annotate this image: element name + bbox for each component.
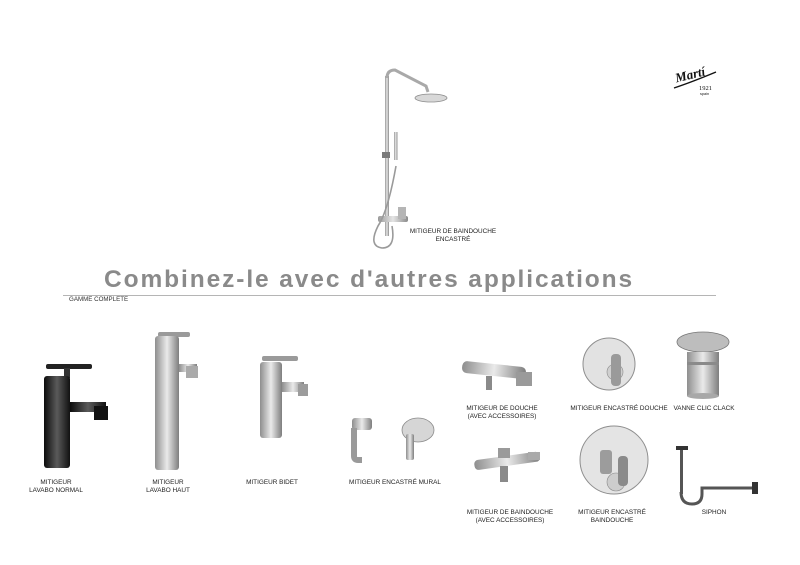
logo-swoosh [672, 63, 720, 100]
product-image-basin-mixer-high [148, 330, 218, 472]
product-caption-bidet-mixer [234, 479, 310, 487]
brand-name: Martí [673, 63, 707, 86]
product-caption-wall-mixer [340, 479, 450, 487]
page-heading: Combinez-le avec d'autres applications [104, 266, 635, 293]
caption-line: VANNE CLIC CLACK [673, 405, 735, 412]
product-image-concealed-shower-mixer [581, 334, 645, 398]
caption-line: LAVABO NORMAL [29, 486, 83, 494]
range-label: GAMME COMPLETE [69, 296, 129, 303]
product-caption-basin-mixer-normal [20, 479, 92, 494]
caption-line: MITIGEUR DE DOUCHE [466, 405, 538, 412]
product-image-concealed-bath-shower-mixer [580, 420, 654, 500]
brand-logo [672, 63, 720, 100]
caption-line: MITIGEUR ENCASTRÉ DOUCHE [570, 405, 668, 412]
hero-caption [405, 228, 501, 243]
hero-caption-line2: ENCASTRÉ [435, 235, 471, 243]
caption-line: MITIGEUR [152, 479, 184, 486]
caption-line: MITIGEUR BIDET [246, 479, 298, 486]
caption-line: (AVEC ACCESSOIRES) [475, 516, 545, 524]
caption-line: MITIGEUR ENCASTRÉ MURAL [349, 479, 441, 486]
caption-line: BAINDOUCHE [590, 516, 634, 524]
product-image-basin-mixer-normal [36, 362, 116, 472]
product-image-shower-mixer [458, 358, 538, 398]
product-image-bidet-mixer [254, 354, 324, 440]
product-caption-shower-mixer [454, 405, 550, 420]
caption-line: SIPHON [701, 509, 727, 516]
product-caption-concealed-bath-shower-mixer [566, 509, 658, 524]
product-caption-basin-mixer-high [132, 479, 204, 494]
product-image-siphon [672, 446, 762, 506]
heading-divider [63, 295, 716, 296]
caption-line: LAVABO HAUT [146, 486, 190, 494]
brand-country: spain [700, 92, 710, 96]
caption-line: (AVEC ACCESSOIRES) [467, 412, 537, 420]
product-caption-concealed-shower-mixer [566, 405, 672, 413]
product-caption-click-clack-valve [668, 405, 740, 413]
product-image-click-clack-valve [676, 332, 732, 402]
product-image-bath-shower-mixer [470, 448, 550, 488]
product-caption-bath-shower-mixer [462, 509, 558, 524]
hero-caption-line1: MITIGEUR DE BAINDOUCHE [409, 228, 497, 235]
brand-year: 1921 [699, 85, 712, 92]
caption-line: MITIGEUR ENCASTRÉ [578, 509, 646, 516]
caption-line: MITIGEUR [40, 479, 72, 486]
product-caption-siphon [688, 509, 740, 517]
caption-line: MITIGEUR DE BAINDOUCHE [466, 509, 554, 516]
product-image-wall-mixer [344, 414, 440, 464]
